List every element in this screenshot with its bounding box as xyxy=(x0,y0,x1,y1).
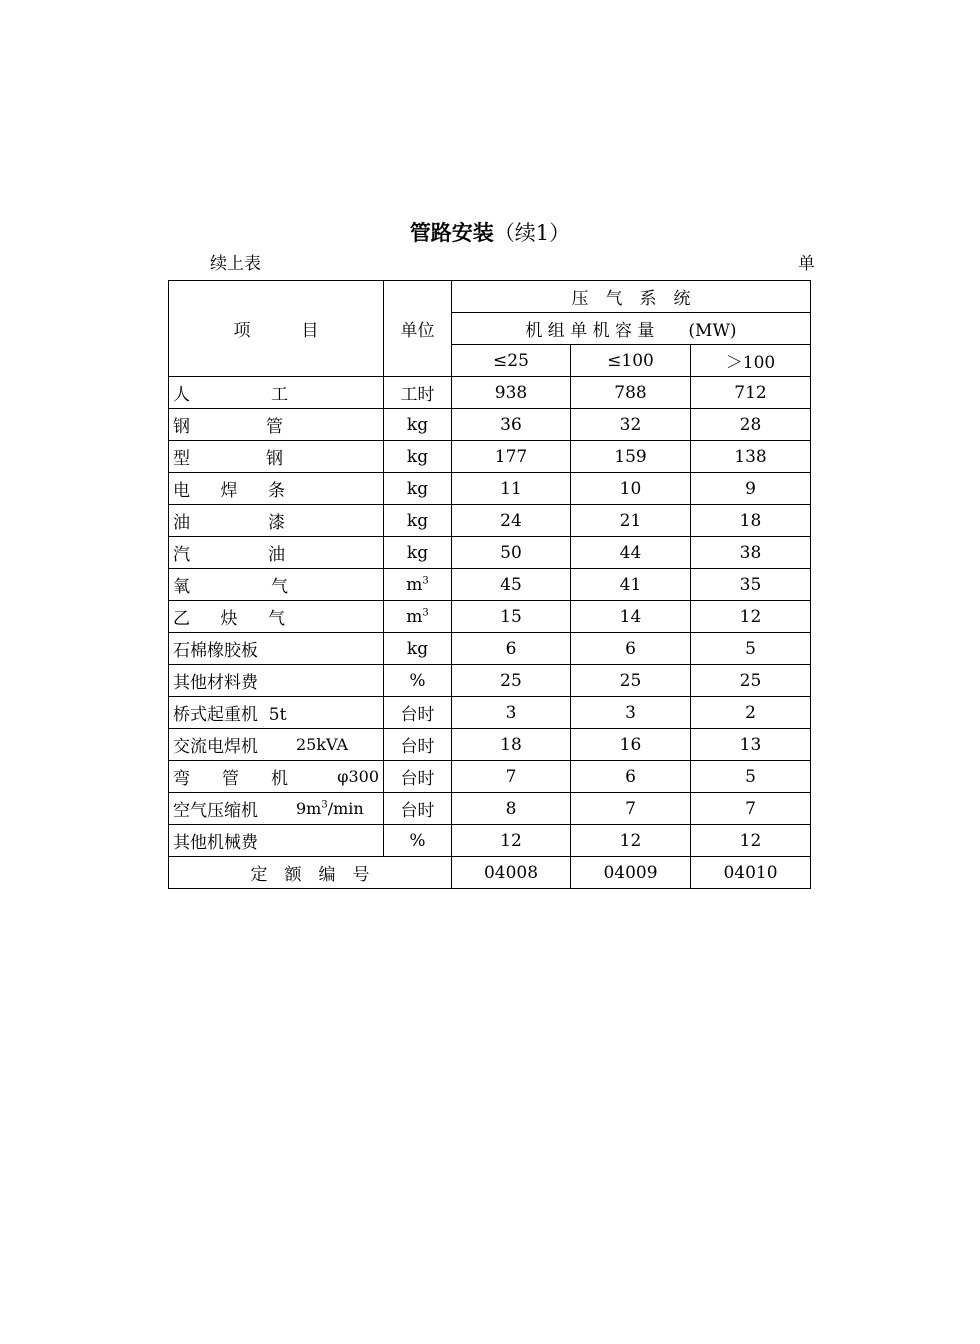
row-value: 12 xyxy=(691,825,811,857)
row-unit: kg xyxy=(384,505,452,537)
item-name-char: 工 xyxy=(271,385,288,405)
row-item-name xyxy=(169,697,384,729)
item-name-char: 钢 xyxy=(173,417,190,437)
row-value: 3 xyxy=(571,697,691,729)
header-col: ＞100 xyxy=(691,345,811,377)
item-name-char: 气 xyxy=(268,609,285,629)
row-unit: 台时 xyxy=(384,697,452,729)
header-unit: 单位 xyxy=(384,281,452,377)
item-name-char: 炔 xyxy=(220,609,238,629)
row-value: 16 xyxy=(571,729,691,761)
table-row xyxy=(169,793,811,825)
row-item-name xyxy=(169,665,384,697)
row-value: 38 xyxy=(691,537,811,569)
row-value: 7 xyxy=(452,761,571,793)
item-name-text: 交流电焊机 xyxy=(173,737,258,757)
row-value: 50 xyxy=(452,537,571,569)
table-row xyxy=(169,601,811,633)
row-item-name xyxy=(169,441,384,473)
table-row xyxy=(169,569,811,601)
table-row xyxy=(169,761,811,793)
row-value: 6 xyxy=(571,633,691,665)
item-name-char: 型 xyxy=(173,449,190,469)
row-unit: % xyxy=(384,825,452,857)
item-name-char: 汽 xyxy=(173,545,190,565)
row-value: 13 xyxy=(691,729,811,761)
item-name-text: 石棉橡胶板 xyxy=(173,641,258,661)
page-title: 管路安装（续1） xyxy=(409,220,571,245)
row-value: 15 xyxy=(452,601,571,633)
row-value: 21 xyxy=(571,505,691,537)
row-value: 18 xyxy=(691,505,811,537)
table-row xyxy=(169,729,811,761)
item-name-char: 管 xyxy=(266,417,283,437)
header-row xyxy=(169,281,811,313)
item-name-text: 桥式起重机 5t xyxy=(173,705,287,725)
row-item-name xyxy=(169,825,384,857)
row-value: 32 xyxy=(571,409,691,441)
table-row xyxy=(169,825,811,857)
row-item-name xyxy=(169,377,384,409)
row-value: 7 xyxy=(691,793,811,825)
continued-label: 续上表 xyxy=(210,254,261,274)
quota-table xyxy=(168,280,811,889)
header-col: ≤100 xyxy=(571,345,691,377)
row-item-name xyxy=(169,729,384,761)
row-item-name xyxy=(169,569,384,601)
header-capacity: 机 组 单 机 容 量 (MW) xyxy=(452,313,811,345)
table-row xyxy=(169,377,811,409)
row-unit: kg xyxy=(384,473,452,505)
row-value: 159 xyxy=(571,441,691,473)
row-unit: kg xyxy=(384,441,452,473)
row-value: 41 xyxy=(571,569,691,601)
row-value: 44 xyxy=(571,537,691,569)
row-value: 3 xyxy=(452,697,571,729)
table-row xyxy=(169,473,811,505)
row-item-name xyxy=(169,633,384,665)
row-value: 938 xyxy=(452,377,571,409)
table-row xyxy=(169,441,811,473)
row-unit: $m^3$ xyxy=(384,601,452,633)
row-value: 138 xyxy=(691,441,811,473)
item-name-char: 氧 xyxy=(173,577,190,597)
item-name-char: 焊 xyxy=(220,481,238,501)
item-name-char: 油 xyxy=(268,545,285,565)
quota-code: 04008 xyxy=(452,857,571,889)
row-item-name xyxy=(169,761,384,793)
row-value: 6 xyxy=(452,633,571,665)
item-name-char: 人 xyxy=(173,385,190,405)
row-value: 7 xyxy=(571,793,691,825)
quota-number-label: 定 额 编 号 xyxy=(169,857,452,889)
table-row xyxy=(169,409,811,441)
row-item-name xyxy=(169,409,384,441)
row-unit: kg xyxy=(384,537,452,569)
table-row xyxy=(169,633,811,665)
table-row xyxy=(169,537,811,569)
row-item-name xyxy=(169,473,384,505)
item-spec: $9m^3/\min$ xyxy=(296,799,364,818)
header-system: 压 气 系 统 xyxy=(452,281,811,313)
row-value: 11 xyxy=(452,473,571,505)
row-value: 28 xyxy=(691,409,811,441)
row-value: 45 xyxy=(452,569,571,601)
row-value: 24 xyxy=(452,505,571,537)
row-unit: kg xyxy=(384,409,452,441)
row-item-name xyxy=(169,601,384,633)
row-value: 9 xyxy=(691,473,811,505)
item-name-char: 管 xyxy=(222,769,239,789)
row-value: 12 xyxy=(571,825,691,857)
row-unit: 台时 xyxy=(384,729,452,761)
row-value: 18 xyxy=(452,729,571,761)
row-value: 8 xyxy=(452,793,571,825)
unit-label-clipped: 单 xyxy=(798,254,815,274)
item-spec: φ300 xyxy=(337,767,379,786)
row-value: 12 xyxy=(691,601,811,633)
row-unit: 台时 xyxy=(384,761,452,793)
row-value: 25 xyxy=(571,665,691,697)
item-name-char: 漆 xyxy=(268,513,285,533)
row-value: 712 xyxy=(691,377,811,409)
row-value: 6 xyxy=(571,761,691,793)
item-name-char: 气 xyxy=(271,577,288,597)
row-value: 25 xyxy=(691,665,811,697)
table-row xyxy=(169,665,811,697)
row-unit: 台时 xyxy=(384,793,452,825)
row-value: 5 xyxy=(691,633,811,665)
row-item-name xyxy=(169,793,384,825)
row-value: 2 xyxy=(691,697,811,729)
row-unit: 工时 xyxy=(384,377,452,409)
item-name-char: 钢 xyxy=(266,449,283,469)
item-name-char: 乙 xyxy=(173,609,190,629)
row-value: 25 xyxy=(452,665,571,697)
row-item-name xyxy=(169,537,384,569)
row-value: 177 xyxy=(452,441,571,473)
item-name-char: 弯 xyxy=(173,769,190,789)
item-spec: 25kVA xyxy=(296,735,349,754)
row-unit: $m^3$ xyxy=(384,569,452,601)
item-name-char: 机 xyxy=(271,769,288,789)
item-name-text: 其他机械费 xyxy=(173,833,258,853)
row-item-name xyxy=(169,505,384,537)
item-name-text: 空气压缩机 xyxy=(173,801,258,821)
header-col: ≤25 xyxy=(452,345,571,377)
row-value: 36 xyxy=(452,409,571,441)
row-value: 5 xyxy=(691,761,811,793)
item-name-char: 条 xyxy=(268,481,285,501)
quota-code: 04010 xyxy=(691,857,811,889)
item-name-char: 油 xyxy=(173,513,190,533)
table-row xyxy=(169,697,811,729)
table-row xyxy=(169,505,811,537)
row-value: 788 xyxy=(571,377,691,409)
row-value: 14 xyxy=(571,601,691,633)
row-value: 10 xyxy=(571,473,691,505)
row-unit: % xyxy=(384,665,452,697)
row-unit: kg xyxy=(384,633,452,665)
header-item: 项 目 xyxy=(169,281,384,377)
row-value: 35 xyxy=(691,569,811,601)
item-name-char: 电 xyxy=(173,481,190,501)
item-name-text: 其他材料费 xyxy=(173,673,258,693)
footer-row xyxy=(169,857,811,889)
row-value: 12 xyxy=(452,825,571,857)
quota-code: 04009 xyxy=(571,857,691,889)
